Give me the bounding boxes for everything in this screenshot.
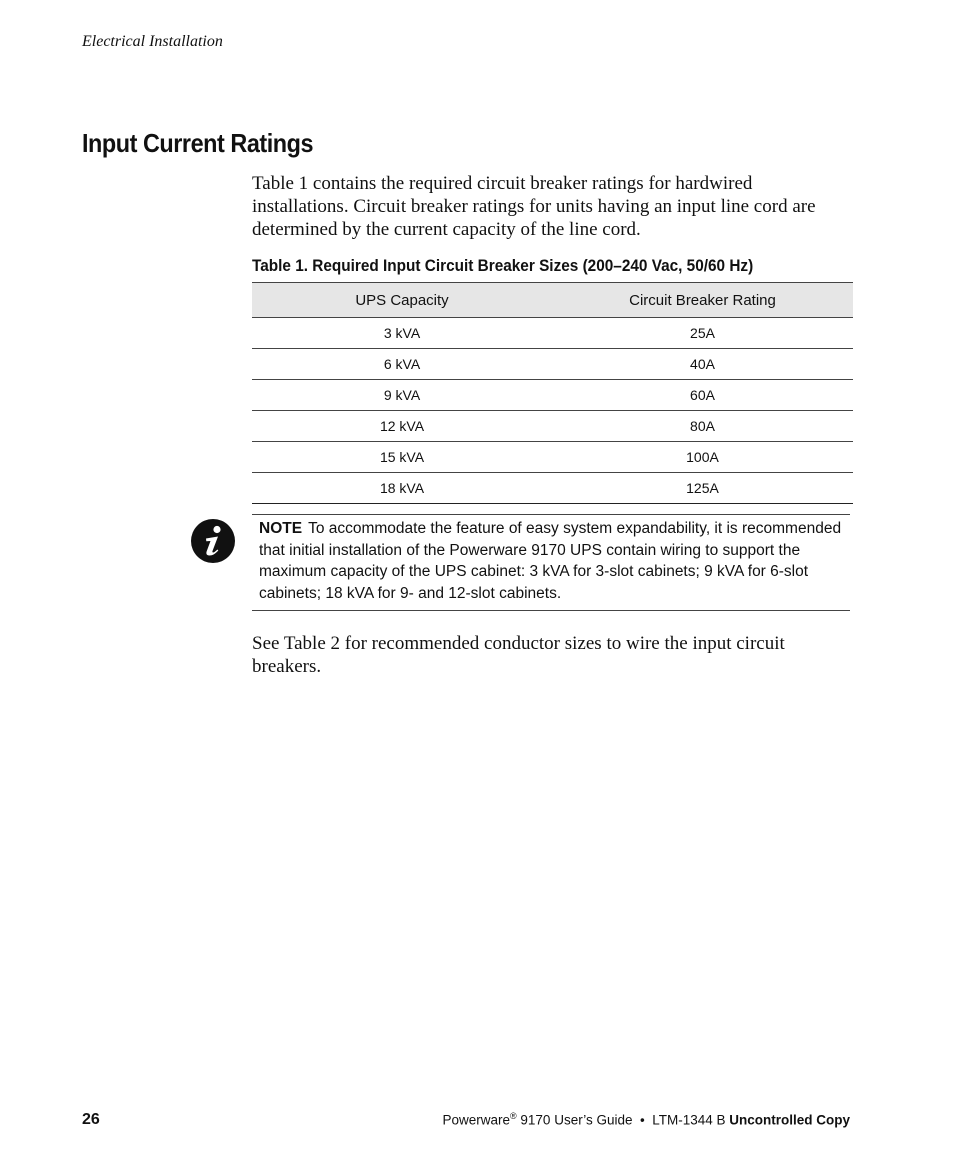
page-number: 26 [82, 1111, 100, 1128]
table-row [252, 349, 853, 380]
breaker-rating-cell: 100A [552, 442, 853, 473]
note-text: To accommodate the feature of easy system expandability, it is recommended that initial installation of the Powerware 9170 UPS contain wiring to support the maximum capacity of the UPS cabinet: 3 kVA for 3-slot cabinets; 9 kVA for 6-slot cabinets; 18 kVA for 9- and 12-slot cabinets. [259, 520, 842, 602]
note-box [252, 514, 850, 611]
table-header-row [252, 283, 853, 318]
ups-capacity-cell: 6 kVA [252, 349, 552, 380]
registered-mark: ® [510, 1111, 517, 1121]
footer-doc-info [442, 1111, 850, 1128]
table-row [252, 442, 853, 473]
footer-status: Uncontrolled Copy [729, 1112, 850, 1128]
table-row [252, 380, 853, 411]
footer-brand: Powerware [442, 1112, 511, 1128]
footer-guide: 9170 User’s Guide • LTM-1344 B [516, 1112, 730, 1128]
breaker-rating-cell: 60A [552, 380, 853, 411]
table-row [252, 411, 853, 442]
running-header: Electrical Installation [82, 33, 223, 50]
note-label: NOTE [259, 520, 303, 537]
table-caption: Table 1. Required Input Circuit Breaker Sizes (200–240 Vac, 50/60 Hz) [252, 257, 754, 275]
breaker-rating-cell: 125A [552, 473, 853, 504]
followup-paragraph: See Table 2 for recommended conductor sizes to wire the input circuit breakers. [252, 633, 785, 677]
info-icon [190, 518, 236, 564]
breaker-rating-cell: 25A [552, 318, 853, 349]
section-title: Input Current Ratings [82, 128, 314, 158]
column-header-breaker-rating: Circuit Breaker Rating [552, 283, 853, 318]
breaker-rating-cell: 80A [552, 411, 853, 442]
intro-paragraph: Table 1 contains the required circuit breaker ratings for hardwired installations. Circuit breaker ratings for units having an input line cord are determined by the current capacity of the line cord. [252, 173, 816, 240]
ups-capacity-cell: 9 kVA [252, 380, 552, 411]
column-header-ups-capacity: UPS Capacity [252, 283, 552, 318]
ups-capacity-cell: 3 kVA [252, 318, 552, 349]
ups-capacity-cell: 12 kVA [252, 411, 552, 442]
breaker-rating-cell: 40A [552, 349, 853, 380]
ups-capacity-cell: 15 kVA [252, 442, 552, 473]
table-row [252, 318, 853, 349]
table-row [252, 473, 853, 504]
breaker-ratings-table [252, 282, 853, 504]
ups-capacity-cell: 18 kVA [252, 473, 552, 504]
